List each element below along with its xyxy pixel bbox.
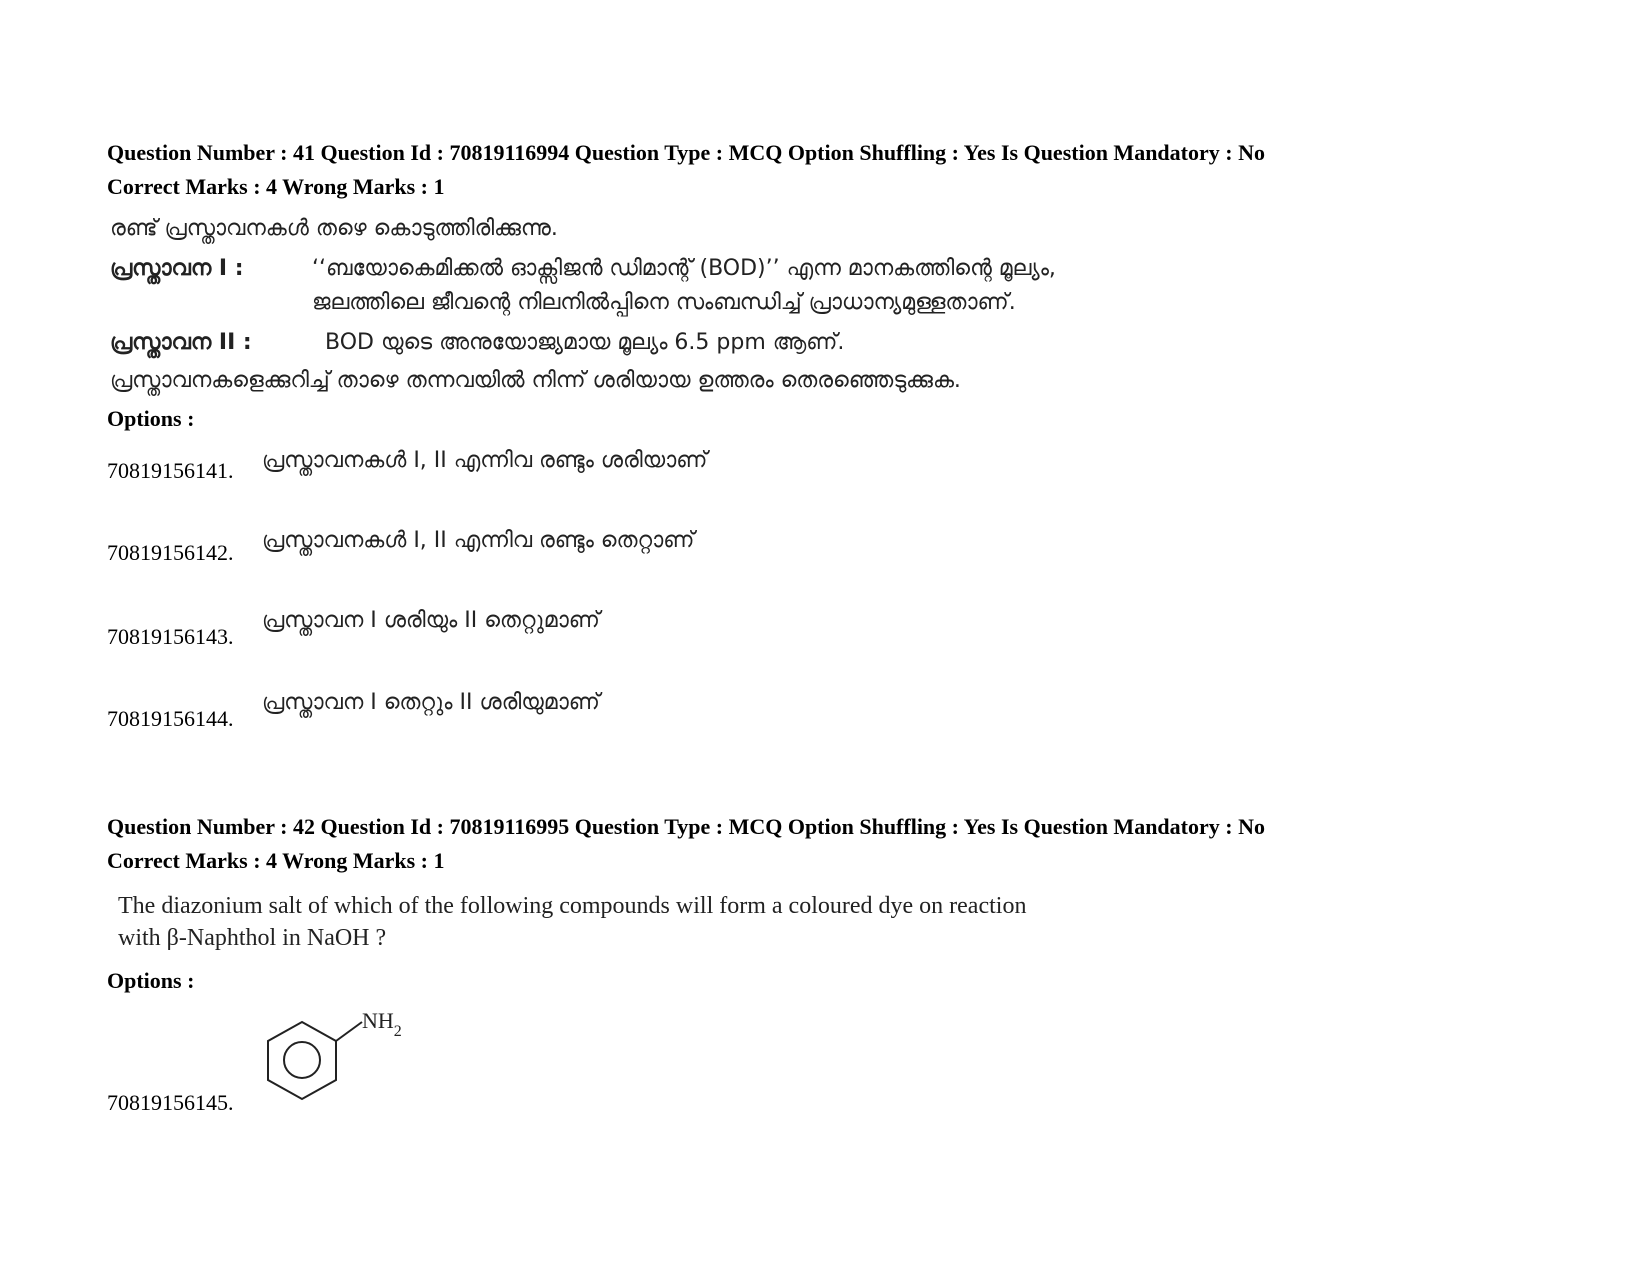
q41-closing: പ്രസ്താവനകളെക്കുറിച്ച് താഴെ തന്നവയിൽ നിന്ന് ശരിയായ ഉത്തരം തെരഞ്ഞെടുക്കുക. — [110, 368, 961, 393]
q41-meta-line2: Correct Marks : 4 Wrong Marks : 1 — [107, 174, 445, 199]
amine-group-label: $NH_2$ — [362, 1010, 402, 1040]
q41-statement1-line1: ‘‘ബയോകെമിക്കൽ ഓക്സിജൻ ഡിമാന്റ് (BOD)’’ എന്ന മാനകത്തിന്റെ മൂല്യം, — [312, 256, 1056, 281]
q41-option-2-id: 70819156142. — [107, 540, 234, 565]
q41-option-4-text: പ്രസ്താവന I തെറ്റും II ശരിയുമാണ് — [262, 690, 600, 715]
q41-statement1-label: പ്രസ്താവന I : — [110, 256, 244, 281]
q41-option-1-text: പ്രസ്താവനകൾ I, II എന്നിവ രണ്ടും ശരിയാണ് — [262, 448, 708, 473]
q41-meta-line1: Question Number : 41 Question Id : 70819116994 Question Type : MCQ Option Shuffling : Yes Is Question Mandatory : No — [107, 140, 1265, 165]
q42-option-1-id: 70819156145. — [107, 1090, 234, 1115]
aniline-structure — [262, 1010, 432, 1110]
q42-question-line2: with β-Naphthol in NaOH ? — [118, 925, 387, 951]
q42-question-line1: The diazonium salt of which of the following compounds will form a coloured dye on reaction — [118, 893, 1027, 919]
q41-option-3-text: പ്രസ്താവന I ശരിയും II തെറ്റുമാണ് — [262, 608, 600, 633]
q42-options-label: Options : — [107, 968, 195, 993]
q42-meta-line1: Question Number : 42 Question Id : 70819116995 Question Type : MCQ Option Shuffling : Yes Is Question Mandatory : No — [107, 814, 1265, 839]
q42-meta-line2: Correct Marks : 4 Wrong Marks : 1 — [107, 848, 445, 873]
amine-bond — [336, 1022, 362, 1041]
q41-option-2-text: പ്രസ്താവനകൾ I, II എന്നിവ രണ്ടും തെറ്റാണ് — [262, 528, 695, 553]
q41-options-label: Options : — [107, 406, 195, 431]
q41-statement2-label: പ്രസ്താവന II : — [110, 330, 252, 355]
q41-option-1-id: 70819156141. — [107, 458, 234, 483]
q41-option-3-id: 70819156143. — [107, 624, 234, 649]
q41-statement2-text: BOD യുടെ അനുയോജ്യമായ മൂല്യം 6.5 ppm ആണ്. — [325, 330, 845, 355]
q41-statement1-line2: ജലത്തിലെ ജീവന്റെ നിലനിൽപ്പിനെ സംബന്ധിച്ച് പ്രാധാന്യമുള്ളതാണ്. — [312, 290, 1016, 315]
q41-option-4-id: 70819156144. — [107, 706, 234, 731]
benzene-ring — [268, 1022, 336, 1099]
q41-intro: രണ്ട് പ്രസ്താവനകൾ തഴെ കൊടുത്തിരിക്കുന്നു. — [110, 216, 558, 241]
aromatic-circle — [284, 1042, 320, 1078]
